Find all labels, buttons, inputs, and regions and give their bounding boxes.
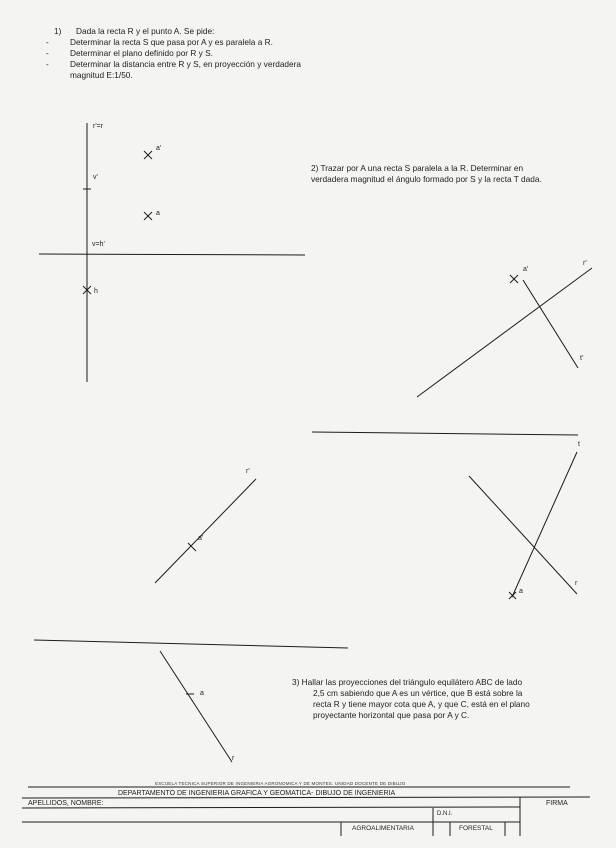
label-r-p3: r [232,755,235,762]
problem-1-bullet-2-dash: - [46,48,49,58]
dni-label: D.N.I. [437,811,453,817]
problem-1-bullet-1: Determinar la recta S que pasa por A y es paralela a R. [70,37,273,47]
problem-1-statement: Dada la recta R y el punto A. Se pide: [76,26,215,36]
line-r-prime [417,268,592,397]
problem-1-bullet-2: Determinar el plano definido por R y S. [70,48,213,58]
problem-1-bullet-3: Determinar la distancia entre R y S, en proyección y verdadera [70,59,302,69]
ground-line-1 [39,254,305,255]
label-v-prime: v' [93,174,98,181]
school-name: ESCUELA TECNICA SUPERIOR DE INGENIERIA AGRONOMICA Y DE MONTES. UNIDAD DOCENTE DE DIBUJO [155,781,406,786]
problem-1-bullet-3-cont: magnitud E:1/50. [70,70,133,80]
agroalimentaria-label: AGROALIMENTARIA [352,825,415,832]
title-block-line-2 [22,797,590,798]
problem-2-horizontal-drawing [469,452,577,599]
label-v-eq-h-prime: v=h' [92,241,105,248]
label-a-prime: a' [156,145,162,152]
ground-line-3 [34,640,348,648]
title-block-line-3 [22,807,520,808]
problem-1-bullet-1-dash: - [46,37,49,47]
line-r-prime-p3 [155,479,256,583]
label-a: a [156,210,160,217]
line-r-horizontal [469,476,577,594]
label-a-prime-p3: a' [198,535,204,542]
problem-1-drawing [39,123,305,382]
label-h: h [94,288,98,295]
problem-1-bullet-3-dash: - [46,59,49,69]
department-name: DEPARTAMENTO DE INGENIERIA GRAFICA Y GEOMATICA- DIBUJO DE INGENIERIA [118,790,396,797]
label-r-prime-eq-r: r'=r [93,123,104,130]
label-a-p2: a [519,588,523,595]
label-r-prime-p2: r' [583,260,587,267]
label-a-prime-p2: a' [523,266,529,273]
problem-3-line-3: recta R y tiene mayor cota que A, y que C, está en el plano [313,699,530,709]
signature-label: FIRMA [546,800,568,807]
label-t-prime-p2: t' [580,355,584,362]
ground-line-2 [312,432,578,435]
problem-1-number: 1) [54,26,62,36]
problem-3-drawing [34,479,348,762]
label-t-p2: t [578,441,580,448]
problem-2-line-2: verdadera magnitud el ángulo formado por S y la recta T dada. [311,174,542,184]
problem-2-line-1: 2) Trazar por A una recta S paralela a la R. Determinar en [311,163,524,173]
line-t-horizontal [512,452,577,597]
label-r-prime-p3: r' [246,468,250,475]
label-r-p2: r [575,580,578,587]
problem-3-line-2: 2,5 cm sabiendo que A es un vértice, que B está sobre la [313,688,523,698]
problem-3-line-1: 3) Hallar las proyecciones del triángulo equilátero ABC de lado [292,677,523,687]
line-r-p3 [160,651,235,762]
line-t-prime [523,280,578,368]
problem-3-line-4: proyectante horizontal que pasa por A y C. [313,710,470,720]
surname-name-label: APELLIDOS, NOMBRE: [28,800,104,807]
forestal-label: FORESTAL [459,825,493,832]
problem-2-drawing [417,268,592,397]
label-a-p3: a [200,690,204,697]
